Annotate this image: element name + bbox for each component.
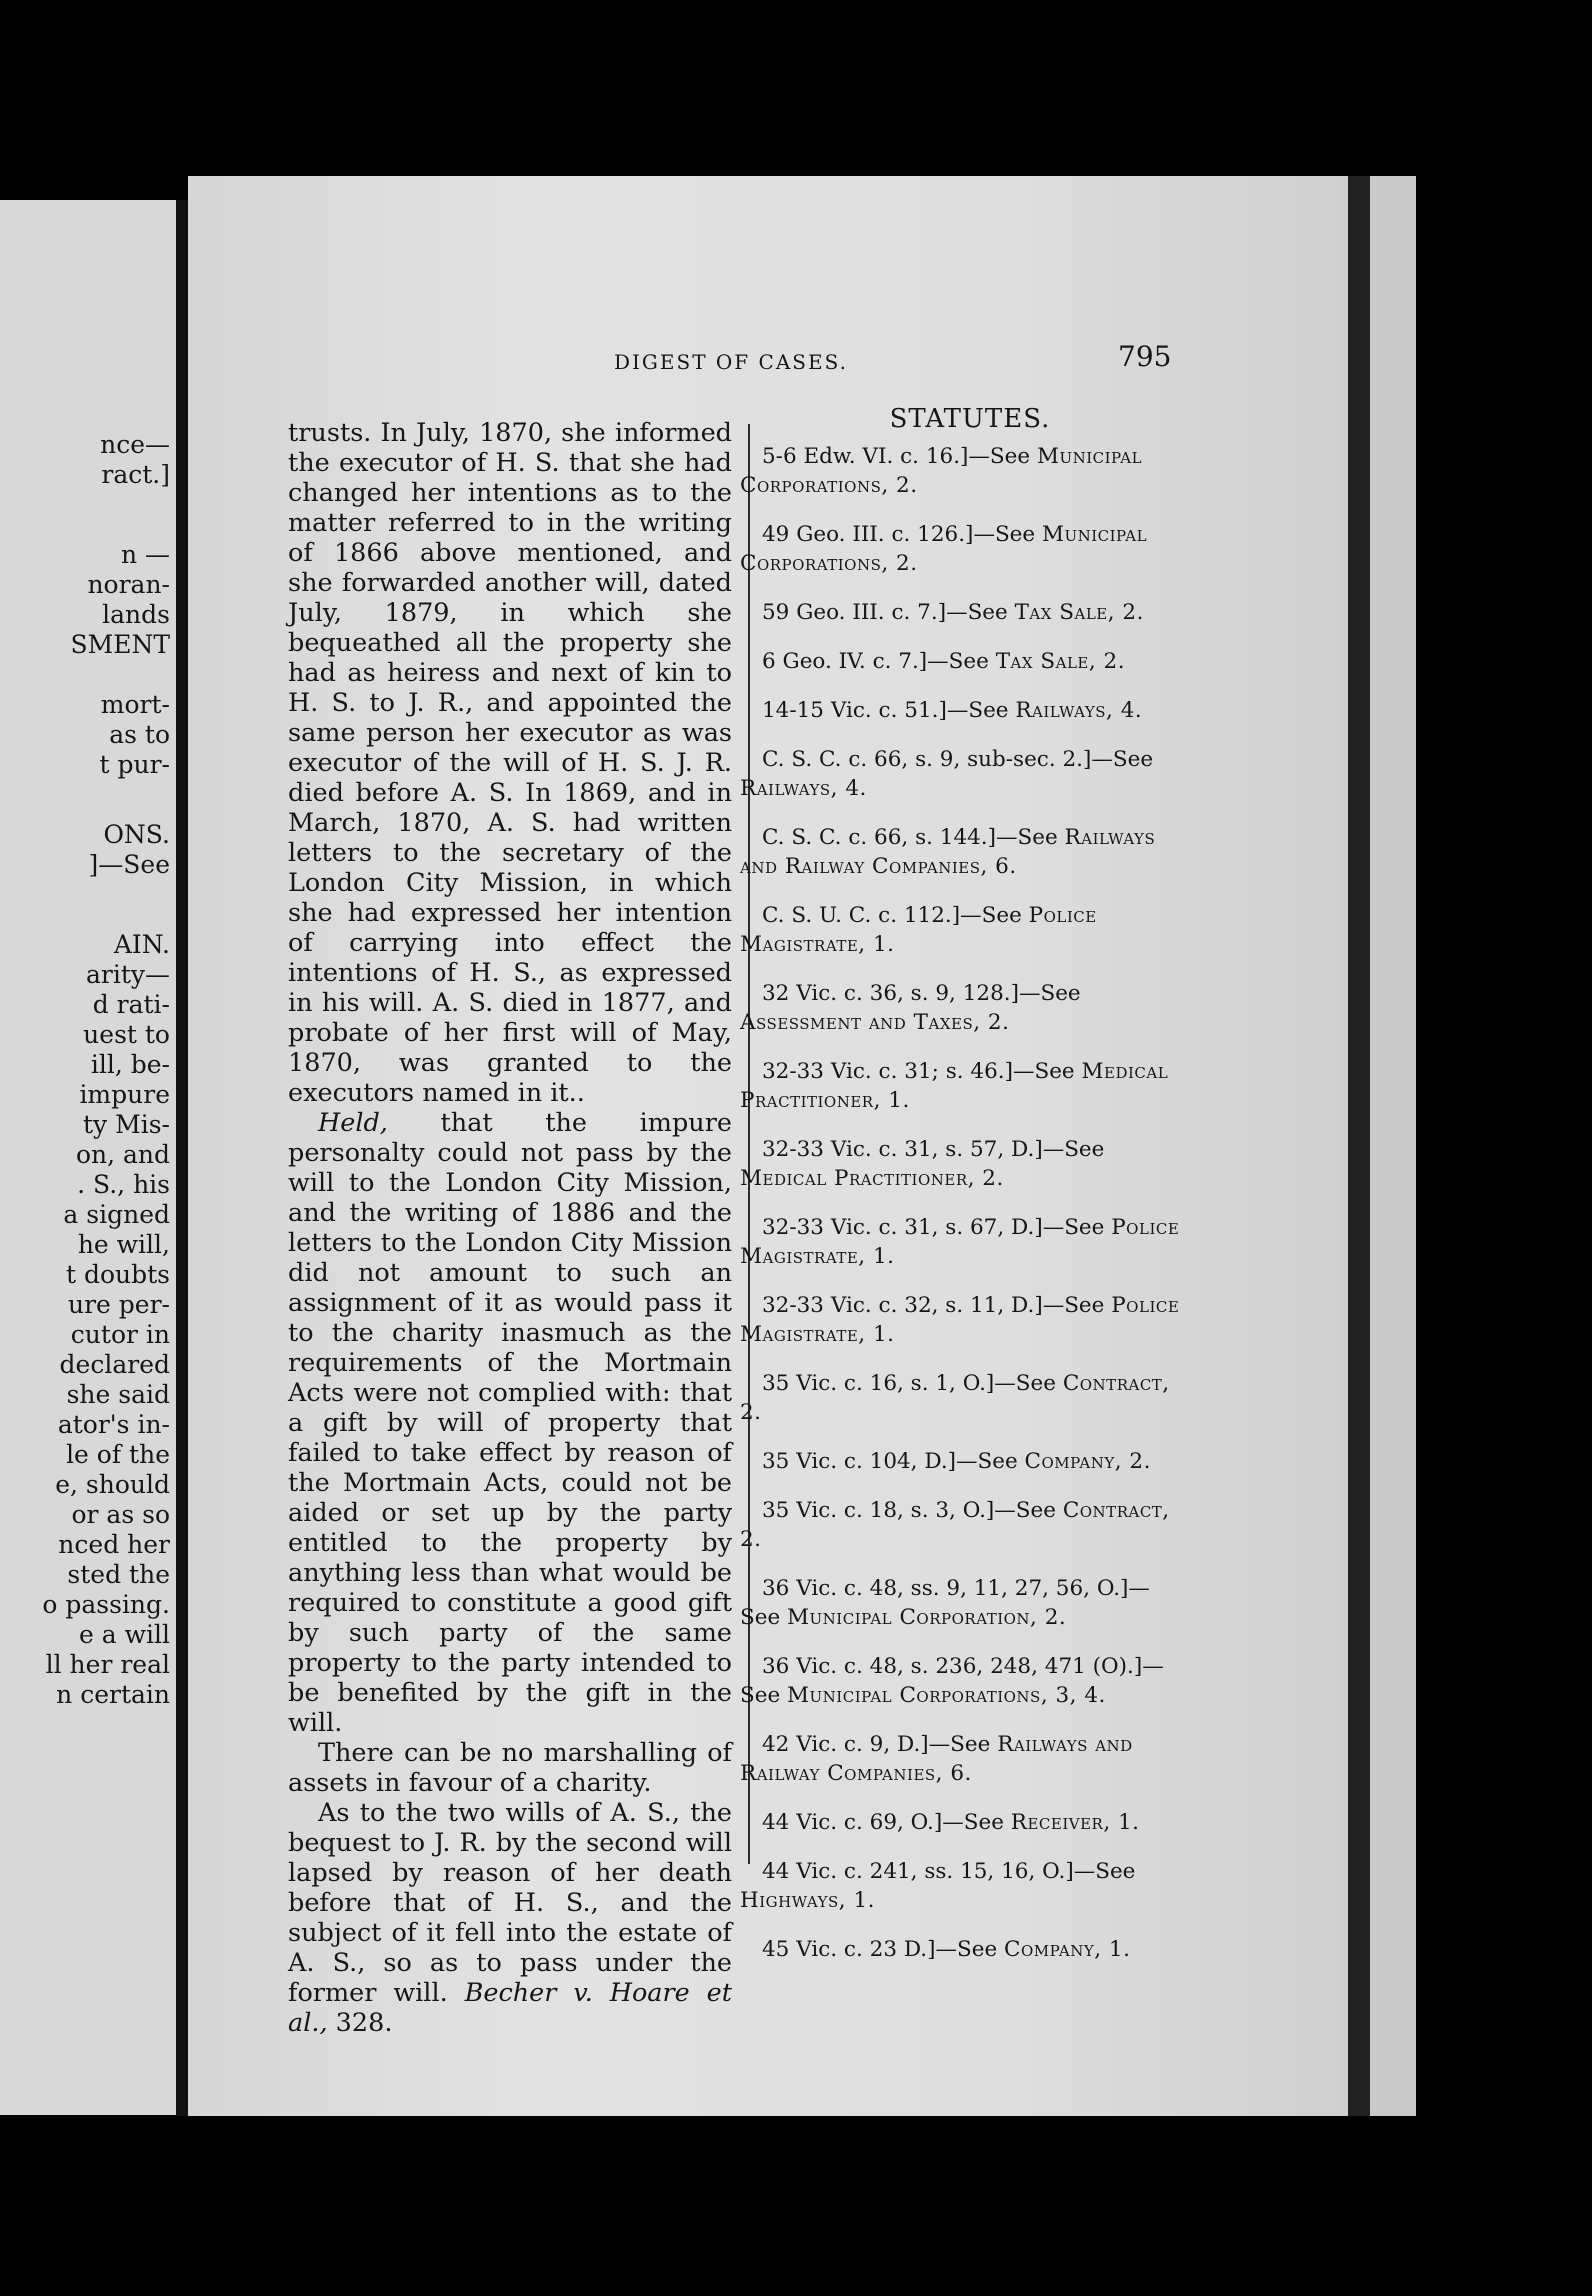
- statute-reference: 32 Vic. c. 36, s. 9, 128.]—See: [762, 981, 1081, 1006]
- case-citation: Becher v. Hoare et al.,: [288, 1978, 732, 2038]
- statute-entry: [740, 1730, 1180, 1788]
- left-page-line: a signed: [63, 1200, 170, 1229]
- left-page-line: ract.]: [101, 460, 170, 489]
- statute-entry: [740, 1496, 1180, 1554]
- statute-entry: [740, 1808, 1180, 1837]
- cross-reference-target: Assessment and Taxes, 2.: [740, 1010, 1010, 1035]
- cross-reference-target: Company, 2.: [1024, 1449, 1151, 1474]
- cross-reference-target: Railways, 4.: [1015, 698, 1143, 723]
- page-gutter: [176, 200, 188, 2116]
- previous-page-fragment: [0, 200, 176, 2115]
- left-page-line: or as so: [71, 1500, 170, 1529]
- statute-reference: 32-33 Vic. c. 31, s. 67, D.]—See: [762, 1215, 1112, 1240]
- cross-reference-target: Medical Practitioner, 2.: [740, 1166, 1004, 1191]
- statute-entry: [740, 647, 1180, 676]
- held-label: Held,: [318, 1108, 388, 1138]
- statute-entry: [740, 1652, 1180, 1710]
- statute-reference: 6 Geo. IV. c. 7.]—See: [762, 649, 996, 674]
- page-edge: [1370, 176, 1416, 2116]
- paragraph-4-text: As to the two wills of A. S., the bequest to J. R. by the second will lapsed by reason of her death before that of H. S., and the subject of it fell into the estate of A. S., so as to pass under the former will.: [288, 1798, 732, 2008]
- left-page-line: lands: [102, 600, 170, 629]
- left-page-line: ator's in-: [57, 1410, 170, 1439]
- statute-reference: 35 Vic. c. 16, s. 1, O.]—See: [762, 1371, 1063, 1396]
- statute-entry: [740, 1291, 1180, 1349]
- cross-reference-target: Contract, 2.: [740, 1498, 1170, 1552]
- statute-reference: 5-6 Edw. VI. c. 16.]—See: [762, 444, 1037, 469]
- left-page-line: ure per-: [68, 1290, 170, 1319]
- statute-entry: [740, 979, 1180, 1037]
- cross-reference-target: Receiver, 1.: [1010, 1810, 1140, 1835]
- statute-entry: [740, 1213, 1180, 1271]
- statute-entry: [740, 1857, 1180, 1915]
- statute-entry: [740, 520, 1180, 578]
- statute-entry: [740, 442, 1180, 500]
- left-page-line: nced her: [58, 1530, 170, 1559]
- left-page-line: d rati-: [92, 990, 170, 1019]
- statutes-column: [740, 404, 1180, 1984]
- statute-reference: 32-33 Vic. c. 31, s. 57, D.]—See: [762, 1137, 1105, 1162]
- statute-reference: C. S. U. C. c. 112.]—See: [762, 903, 1029, 928]
- cross-reference-target: Municipal Corporations, 2.: [740, 444, 1143, 498]
- statute-reference: C. S. C. c. 66, s. 9, sub-sec. 2.]—See: [762, 747, 1154, 772]
- statute-entry: [740, 745, 1180, 803]
- left-page-line: nce—: [100, 430, 170, 459]
- left-page-line: t pur-: [99, 750, 170, 779]
- left-page-line: ONS.: [103, 820, 170, 849]
- case-paragraph-4: [288, 1798, 732, 2038]
- left-page-line: n —: [120, 540, 170, 569]
- statute-reference: 49 Geo. III. c. 126.]—See: [762, 522, 1042, 547]
- statute-entry: [740, 1447, 1180, 1476]
- statute-reference: 36 Vic. c. 48, ss. 9, 11, 27, 56, O.]—See: [740, 1576, 1150, 1630]
- cross-reference-target: Municipal Corporation, 2.: [787, 1605, 1067, 1630]
- cross-reference-target: Medical Practitioner, 1.: [740, 1059, 1169, 1113]
- left-page-line: e a will: [79, 1620, 170, 1649]
- statute-reference: 32-33 Vic. c. 32, s. 11, D.]—See: [762, 1293, 1112, 1318]
- statute-reference: 59 Geo. III. c. 7.]—See: [762, 600, 1015, 625]
- statute-entry: [740, 1369, 1180, 1427]
- left-page-line: ty Mis-: [83, 1110, 170, 1139]
- left-page-line: SMENT: [70, 630, 170, 659]
- cross-reference-target: Police Magistrate, 1.: [740, 903, 1097, 957]
- statute-reference: 44 Vic. c. 241, ss. 15, 16, O.]—See: [762, 1859, 1136, 1884]
- statute-reference: 45 Vic. c. 23 D.]—See: [762, 1937, 1005, 1962]
- statute-reference: 35 Vic. c. 104, D.]—See: [762, 1449, 1025, 1474]
- left-page-line: AIN.: [113, 930, 170, 959]
- left-page-line: t doubts: [65, 1260, 170, 1289]
- statute-entry: [740, 1574, 1180, 1632]
- page-number: 795: [1118, 340, 1172, 373]
- case-paragraph-3: There can be no marshalling of assets in favour of a charity.: [288, 1738, 732, 1798]
- left-page-line: o passing.: [42, 1590, 170, 1619]
- statute-reference: C. S. C. c. 66, s. 144.]—See: [762, 825, 1065, 850]
- cross-reference-target: Police Magistrate, 1.: [740, 1215, 1180, 1269]
- statute-reference: 42 Vic. c. 9, D.]—See: [762, 1732, 998, 1757]
- left-page-line: uest to: [83, 1020, 170, 1049]
- statute-entry: [740, 1135, 1180, 1193]
- page-edge-shadow: [1348, 176, 1370, 2116]
- left-page-line: noran-: [87, 570, 170, 599]
- cross-reference-target: Police Magistrate, 1.: [740, 1293, 1180, 1347]
- cross-reference-target: Company, 1.: [1004, 1937, 1131, 1962]
- left-page-line: e, should: [55, 1470, 170, 1499]
- case-paragraph-1: trusts. In July, 1870, she informed the executor of H. S. that she had changed her intentions as to the matter referred to in the writing of 1866 above mentioned, and she forwarded another will, dated July, 1879, in which she bequeathed all the property she had as heiress and next of kin to H. S. to J. R., and appointed the same person her executor as was executor of the will of H. S. J. R. died before A. S. In 1869, and in March, 1870, A. S. had written letters to the secretary of the London City Mission, in which she had expressed her intention of carrying into effect the intentions of H. S., as expressed in his will. A. S. died in 1877, and probate of her first will of May, 1870, was granted to the executors named in it..: [288, 418, 732, 1108]
- left-page-line: as to: [109, 720, 170, 749]
- running-head: DIGEST OF CASES.: [614, 350, 848, 374]
- left-page-line: arity—: [85, 960, 170, 989]
- statute-reference: 36 Vic. c. 48, s. 236, 248, 471 (O).]—See: [740, 1654, 1164, 1708]
- case-holding: [288, 1108, 732, 1738]
- statute-entry: [740, 598, 1180, 627]
- statute-list: [740, 442, 1180, 1964]
- holding-text: that the impure personalty could not pass by the will to the London City Mission, and the writing of 1886 and the letters to the London City Mission did not amount to such an assignment of it as would pass it to the charity inasmuch as the requirements of the Mortmain Acts were not complied with: that a gift by will of property that failed to take effect by reason of the Mortmain Acts, could not be aided or set up by the party entitled to the property by anything less than what would be required to constitute a good gift by such party of the same property to the party intended to be benefited by the gift in the will.: [288, 1108, 732, 1738]
- cross-reference-target: Highways, 1.: [740, 1888, 875, 1913]
- left-page-line: sted the: [67, 1560, 170, 1589]
- statute-reference: 44 Vic. c. 69, O.]—See: [762, 1810, 1011, 1835]
- left-page-line: he will,: [77, 1230, 170, 1259]
- cross-reference-target: Railways and Railway Companies, 6.: [740, 825, 1156, 879]
- statute-reference: 32-33 Vic. c. 31; s. 46.]—See: [762, 1059, 1082, 1084]
- left-page-line: ]—See: [88, 850, 170, 879]
- cross-reference-target: Railways, 4.: [740, 776, 867, 801]
- statute-reference: 35 Vic. c. 18, s. 3, O.]—See: [762, 1498, 1063, 1523]
- left-page-line: impure: [79, 1080, 170, 1109]
- cross-reference-target: Municipal Corporations, 2.: [740, 522, 1148, 576]
- statute-reference: 14-15 Vic. c. 51.]—See: [762, 698, 1016, 723]
- left-page-line: she said: [66, 1380, 170, 1409]
- statute-entry: [740, 823, 1180, 881]
- left-page-line: ill, be-: [90, 1050, 170, 1079]
- left-page-line: le of the: [66, 1440, 170, 1469]
- left-page-line: ll her real: [45, 1650, 170, 1679]
- left-column: [288, 418, 732, 2038]
- statute-entry: [740, 901, 1180, 959]
- left-page-line: mort-: [100, 690, 170, 719]
- cross-reference-target: Contract, 2.: [740, 1371, 1170, 1425]
- statute-entry: [740, 1057, 1180, 1115]
- cross-reference-target: Municipal Corporations, 3, 4.: [787, 1683, 1106, 1708]
- statute-entry: [740, 696, 1180, 725]
- cross-reference-target: Tax Sale, 2.: [1014, 600, 1144, 625]
- citation-page: 328.: [327, 2008, 393, 2038]
- left-page-line: declared: [59, 1350, 170, 1379]
- left-page-line: n certain: [56, 1680, 170, 1709]
- cross-reference-target: Tax Sale, 2.: [995, 649, 1126, 674]
- cross-reference-target: Railways and Railway Companies, 6.: [740, 1732, 1133, 1786]
- section-title: STATUTES.: [889, 404, 1051, 434]
- left-page-line: cutor in: [70, 1320, 170, 1349]
- statute-entry: [740, 1935, 1180, 1964]
- left-page-line: . S., his: [77, 1170, 170, 1199]
- left-page-line: on, and: [75, 1140, 170, 1169]
